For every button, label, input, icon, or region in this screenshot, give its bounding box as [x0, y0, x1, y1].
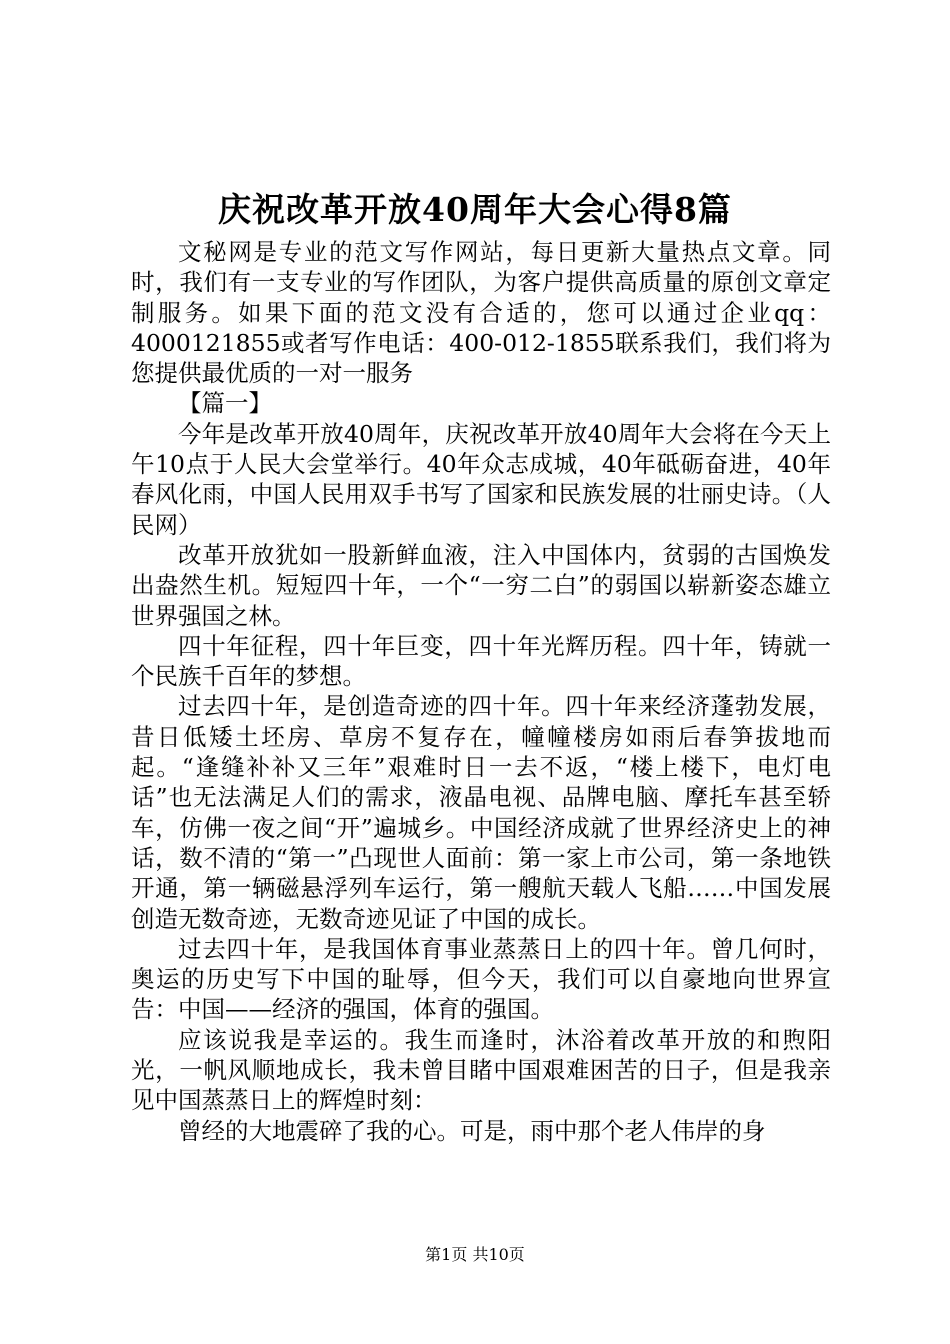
intro-paragraph: 文秘网是专业的范文写作网站，每日更新大量热点文章。同时，我们有一支专业的写作团队，为客户提供高质量的原创文章定制服务。如果下面的范文没有合适的，您可以通过企业qq：4000121855或者写作电话：400-012-1855联系我们，我们将为您提供最优质的一对一服务 — [131, 238, 831, 388]
document-title: 庆祝改革开放40周年大会心得8篇 — [218, 190, 732, 229]
paragraph: 曾经的大地震碎了我的心。可是，雨中那个老人伟岸的身 — [178, 1116, 766, 1145]
section-heading: 【篇一】 — [178, 389, 272, 418]
paragraph: 四十年征程，四十年巨变，四十年光辉历程。四十年，铸就一个民族千百年的梦想。 — [131, 631, 831, 691]
paragraph: 改革开放犹如一股新鲜血液，注入中国体内，贫弱的古国焕发出盎然生机。短短四十年，一个“一穷二白”的弱国以崭新姿态雄立世界强国之林。 — [131, 540, 831, 630]
document-body — [131, 237, 831, 1146]
paragraph: 过去四十年，是创造奇迹的四十年。四十年来经济蓬勃发展，昔日低矮土坯房、草房不复存在，幢幢楼房如雨后春笋拔地而起。“逢缝补补又三年”艰难时日一去不返，“楼上楼下，电灯电话”也无法满足人们的需求，液晶电视、品牌电脑、摩托车甚至轿车，仿佛一夜之间“开”遍城乡。中国经济成就了世界经济史上的神话，数不清的“第一”凸现世人面前：第一家上市公司，第一条地铁开通，第一辆磁悬浮列车运行，第一艘航天载人飞船……中国发展创造无数奇迹，无数奇迹见证了中国的成长。 — [131, 692, 831, 933]
paragraph: 应该说我是幸运的。我生而逢时，沐浴着改革开放的和煦阳光，一帆风顺地成长，我未曾目睹中国艰难困苦的日子，但是我亲见中国蒸蒸日上的辉煌时刻： — [131, 1025, 831, 1115]
paragraph: 今年是改革开放40周年，庆祝改革开放40周年大会将在今天上午10点于人民大会堂举行。40年众志成城，40年砥砺奋进，40年春风化雨，中国人民用双手书写了国家和民族发展的壮丽史诗。（人民网） — [131, 419, 831, 539]
paragraph: 过去四十年，是我国体育事业蒸蒸日上的四十年。曾几何时，奥运的历史写下中国的耻辱，但今天，我们可以自豪地向世界宣告：中国——经济的强国，体育的强国。 — [131, 934, 831, 1024]
page-footer: 第1页 共10页 — [425, 1245, 525, 1264]
